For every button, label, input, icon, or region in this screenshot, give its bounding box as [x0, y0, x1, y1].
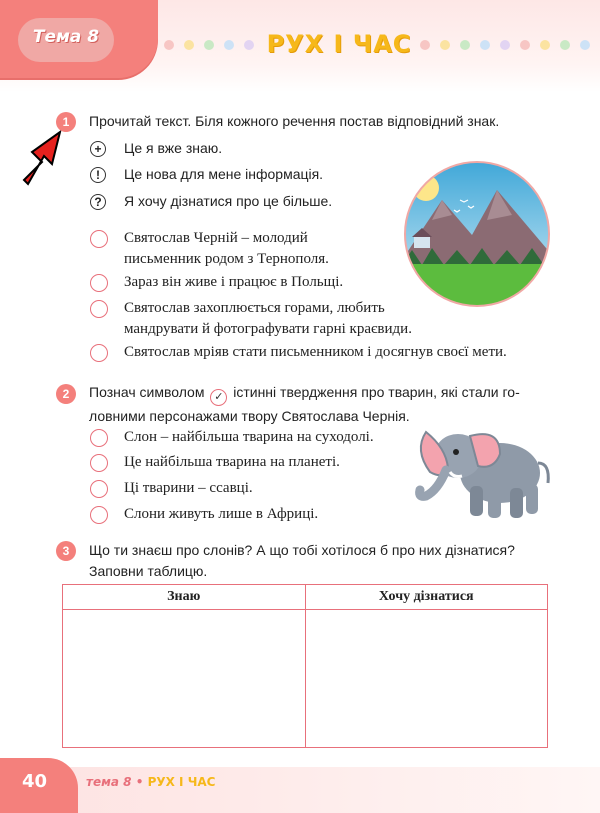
dot-icon [224, 40, 234, 50]
table-header-want: Хочу дізнатися [305, 585, 548, 610]
sentence-line: мандрувати й фотографувати гарні краєвиди. [124, 321, 412, 337]
page-number: 40 [22, 771, 48, 792]
dot-icon [420, 40, 430, 50]
dot-icon [244, 40, 254, 50]
sentence-line: письменник родом з Тернополя. [124, 251, 329, 267]
exclamation-symbol-icon: ! [90, 167, 106, 183]
dot-icon [500, 40, 510, 50]
theme-label: Тема 8 [32, 27, 100, 47]
task-number-badge: 3 [56, 541, 76, 561]
dot-icon [460, 40, 470, 50]
legend-text: Це нова для мене інформація. [124, 166, 324, 182]
sentence-line: Святослав Черній – молодий [124, 230, 308, 246]
dot-icon [184, 40, 194, 50]
instruction-text: істинні твердження про тварин, які стали го- [233, 384, 520, 400]
task1-instruction: Прочитай текст. Біля кожного речення постав відповідний знак. [89, 113, 500, 129]
dot-icon [440, 40, 450, 50]
statement-1: Слон – найбільша тварина на суходолі. [124, 429, 374, 445]
task-number-badge: 2 [56, 384, 76, 404]
instruction-text: Познач символом [89, 384, 205, 400]
answer-circle[interactable] [90, 480, 108, 498]
answer-circle[interactable] [90, 344, 108, 362]
statement-2: Це найбільша тварина на планеті. [124, 454, 340, 470]
dot-icon [520, 40, 530, 50]
elephant-image [410, 418, 555, 523]
answer-circle[interactable] [90, 300, 108, 318]
mountain-landscape-image [402, 160, 552, 308]
plus-symbol-icon: + [90, 141, 106, 157]
footer-separator: • [135, 775, 144, 789]
dot-icon [164, 40, 174, 50]
task3-instruction [89, 540, 569, 582]
dot-icon [480, 40, 490, 50]
answer-circle[interactable] [90, 429, 108, 447]
statement-3: Ці тварини – ссавці. [124, 480, 253, 496]
legend-text: Я хочу дізнатися про це більше. [124, 193, 333, 209]
sentence-line: Святослав захоплюється горами, любить [124, 300, 385, 316]
footer-band [0, 767, 600, 813]
question-symbol-icon: ? [90, 194, 106, 210]
statement-4: Слони живуть лише в Африці. [124, 506, 319, 522]
task-number-badge: 1 [56, 112, 76, 132]
know-want-table [62, 584, 548, 748]
page-title: РУХ І ЧАС [266, 30, 412, 58]
instruction-text: ловними персонажами твору Святослава Чернія. [89, 408, 410, 424]
sentence-1 [124, 228, 424, 270]
check-circle-icon: ✓ [210, 389, 227, 406]
answer-circle[interactable] [90, 230, 108, 248]
dot-icon [540, 40, 550, 50]
answer-circle[interactable] [90, 506, 108, 524]
dot-icon [560, 40, 570, 50]
answer-circle[interactable] [90, 274, 108, 292]
instruction-text: Заповни таблицю. [89, 563, 208, 579]
table-cell-know[interactable] [63, 610, 306, 748]
footer-text [86, 775, 216, 789]
dot-icon [580, 40, 590, 50]
table-header-know: Знаю [63, 585, 306, 610]
legend-text: Це я вже знаю. [124, 140, 223, 156]
dot-icon [204, 40, 214, 50]
footer-title: РУХ І ЧАС [147, 775, 216, 789]
footer-theme: тема 8 [86, 775, 132, 789]
answer-circle[interactable] [90, 454, 108, 472]
table-cell-want[interactable] [305, 610, 548, 748]
instruction-text: Що ти знаєш про слонів? А що тобі хотілося б про них дізнатися? [89, 542, 515, 558]
sentence-2: Зараз він живе і працює в Польщі. [124, 274, 344, 290]
sentence-4: Святослав мріяв стати письменником і досягнув своєї мети. [124, 344, 507, 360]
sentence-3 [124, 298, 464, 340]
